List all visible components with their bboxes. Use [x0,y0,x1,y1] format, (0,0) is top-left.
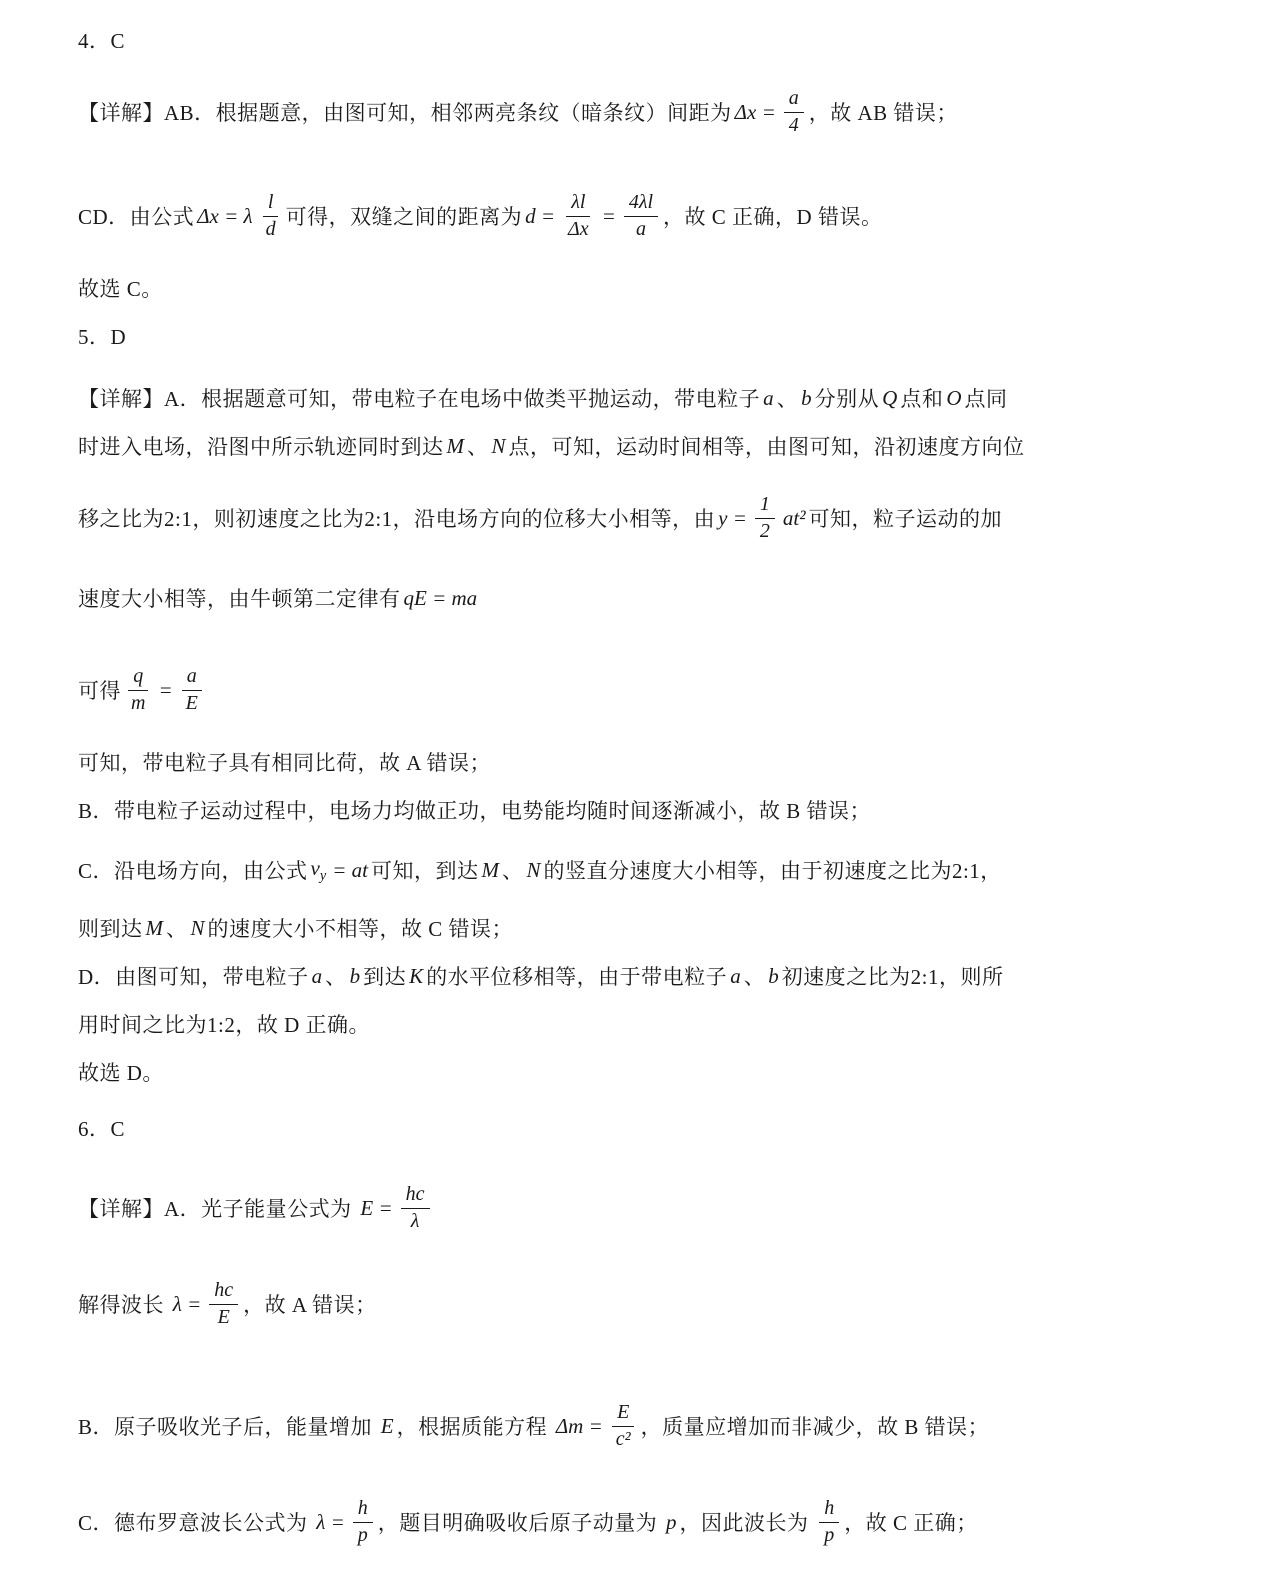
math-run: a [730,963,741,988]
text-run: 可得 [78,679,121,703]
text-run: 可知，带电粒子具有相同比荷，故 A 错误； [78,751,492,775]
fraction-denominator: p [824,1523,835,1546]
math-run: b [349,963,361,988]
text-run: ，故 AB 错误； [808,101,958,125]
text-run: 【详解】AB．根据题意，由图可知，相邻两亮条纹（暗条纹）间距为 [78,101,732,125]
sub-base: v [310,856,320,881]
detail-5-c-line2 [78,904,1205,952]
math-run: qE = ma [403,585,478,610]
text-run: B．原子吸收光子后，能量增加 [78,1415,378,1439]
fraction-numerator: h [819,1497,839,1523]
text-run: 的速度大小不相等，故 C 错误； [207,917,514,941]
text-run: 时进入电场，沿图中所示轨迹同时到达 [78,435,444,459]
detail-4-ab [78,64,1205,160]
detail-5-a-line5 [78,642,1205,738]
fraction-denominator: E [185,691,198,714]
detail-5-d-line2 [78,1000,1205,1048]
math-run: = [158,677,173,702]
text-run: 移之比为2:1，则初速度之比为2:1，沿电场方向的位移大小相等，由 [78,507,716,531]
text-run: D．由图可知，带电粒子 [78,965,309,989]
text-run: 5．D [78,325,127,349]
fraction [611,1401,636,1451]
math-run: a [763,385,774,410]
fraction-denominator: m [131,691,146,714]
math-run: λ = [172,1291,202,1316]
math-subscripted [308,856,330,883]
fraction-numerator: 1 [755,493,775,519]
fraction-numerator: l [263,191,279,217]
fraction-numerator: a [784,87,804,113]
math-run: p [666,1509,677,1534]
math-run: λ = [316,1509,345,1534]
math-run: y = [718,505,747,530]
text-run: 解得波长 [78,1293,170,1317]
text-run: 【详解】A．根据题意可知，带电粒子在电场中做类平抛运动，带电粒子 [78,387,761,411]
fraction [624,191,658,241]
detail-5-a-line4 [78,574,1205,622]
answer-6 [78,1104,1205,1152]
math-run: Δm = [555,1413,603,1438]
detail-6-a-line1 [78,1160,1205,1256]
math-run: Δx = [734,99,776,124]
math-run: E [380,1413,394,1438]
text-run: CD．由公式 [78,205,195,229]
text-run: 、 [501,859,524,883]
math-run: N [491,433,506,458]
math-run: = at [332,857,368,882]
fraction-denominator: d [265,217,276,240]
text-run: 、 [743,965,766,989]
math-run: M [481,857,499,882]
fraction-numerator: hc [401,1183,430,1209]
fraction [563,191,594,241]
text-run: ，故 C 正确； [844,1511,978,1535]
choice-5 [78,1048,1205,1096]
math-run: M [446,433,464,458]
text-run: 初速度之比为2:1，则所 [781,965,1004,989]
text-run: ，质量应增加而非减少，故 B 错误； [640,1415,990,1439]
math-run: Δx = λ [197,203,253,228]
fraction-denominator: 4 [788,113,799,136]
answer-4 [78,16,1205,64]
text-run: ，因此波长为 [679,1511,815,1535]
text-run: 、 [166,917,188,941]
math-run: N [190,915,205,940]
fraction-numerator: q [128,665,148,691]
fraction [755,493,775,543]
fraction-denominator: 2 [759,519,770,542]
text-run: 用时间之比为1:2，故 D 正确。 [78,1013,370,1037]
text-run: ，根据质能方程 [396,1415,553,1439]
detail-5-a-line1 [78,374,1205,422]
fraction-numerator: h [353,1497,373,1523]
fraction-numerator: a [182,665,202,691]
text-run: 可知，粒子运动的加 [808,507,1003,531]
fraction [353,1497,373,1547]
math-run: at² [782,505,806,530]
text-run: 、 [776,387,799,411]
fraction [784,87,804,137]
detail-5-a-line6 [78,738,1205,786]
math-run: = [601,203,616,228]
fraction [181,665,203,715]
text-run: 分别从 [814,387,880,411]
fraction [261,191,281,241]
text-run: 的水平位移相等，由于带电粒子 [426,965,728,989]
choice-4 [78,264,1205,312]
text-run: 的竖直分速度大小相等，由于初速度之比为2:1， [543,859,1002,883]
text-run: 到达 [363,965,407,989]
text-run: 点，可知，运动时间相等，由图可知，沿初速度方向位 [508,435,1025,459]
math-run: M [145,915,163,940]
math-run: E = [360,1195,393,1220]
detail-6-b [78,1378,1205,1474]
text-run: 、 [467,435,489,459]
text-run: B．带电粒子运动过程中，电场力均做正功，电势能均随时间逐渐减小，故 B 错误； [78,799,872,823]
detail-6-a-line2 [78,1256,1205,1352]
text-run: C．德布罗意波长公式为 [78,1511,314,1535]
detail-5-a-line2 [78,422,1205,470]
fraction-numerator: λl [566,191,590,217]
detail-5-d-line1 [78,952,1205,1000]
text-run: 、 [325,965,347,989]
math-run: b [768,963,779,988]
text-run: 速度大小相等，由牛顿第二定律有 [78,587,401,611]
math-run: K [409,963,424,988]
sub-script: y [319,868,327,885]
text-run: 【详解】A．光子能量公式为 [78,1197,358,1221]
text-run: ，题目明确吸收后原子动量为 [377,1511,664,1535]
text-run: ，故 C 正确，D 错误。 [663,205,883,229]
math-run: b [801,385,812,410]
text-run: 点和 [900,387,944,411]
fraction [819,1497,839,1547]
fraction-denominator: a [635,217,646,240]
text-run: ，故 A 错误； [243,1293,377,1317]
fraction-denominator: Δx [568,217,589,240]
detail-4-cd [78,168,1205,264]
fraction-denominator: c² [615,1427,631,1450]
text-run: 点同 [964,387,1008,411]
fraction [209,1279,238,1329]
fraction [126,665,150,715]
fraction-numerator: 4λl [624,191,658,217]
text-run: 可得，双缝之间的距离为 [285,205,523,229]
math-run: a [311,963,323,988]
fraction-denominator: λ [410,1209,420,1232]
text-run: 故选 D。 [78,1061,164,1085]
text-run: 6．C [78,1117,126,1141]
text-run: 则到达 [78,917,143,941]
text-run: 故选 C。 [78,277,163,301]
fraction-denominator: E [217,1305,230,1328]
math-run: Q [882,385,898,410]
math-run: d = [525,203,556,228]
detail-6-c [78,1474,1205,1570]
detail-5-b [78,786,1205,834]
fraction-numerator: E [612,1401,634,1427]
fraction-numerator: hc [209,1279,238,1305]
math-run: O [946,385,962,410]
text-run: 4．C [78,29,126,53]
fraction [401,1183,430,1233]
text-run: C．沿电场方向，由公式 [78,859,308,883]
fraction-denominator: p [357,1523,368,1546]
math-run: N [526,857,541,882]
detail-5-c-line1 [78,846,1205,894]
detail-5-a-line3 [78,470,1205,566]
text-run: 可知，到达 [370,859,479,883]
answer-5 [78,312,1205,360]
